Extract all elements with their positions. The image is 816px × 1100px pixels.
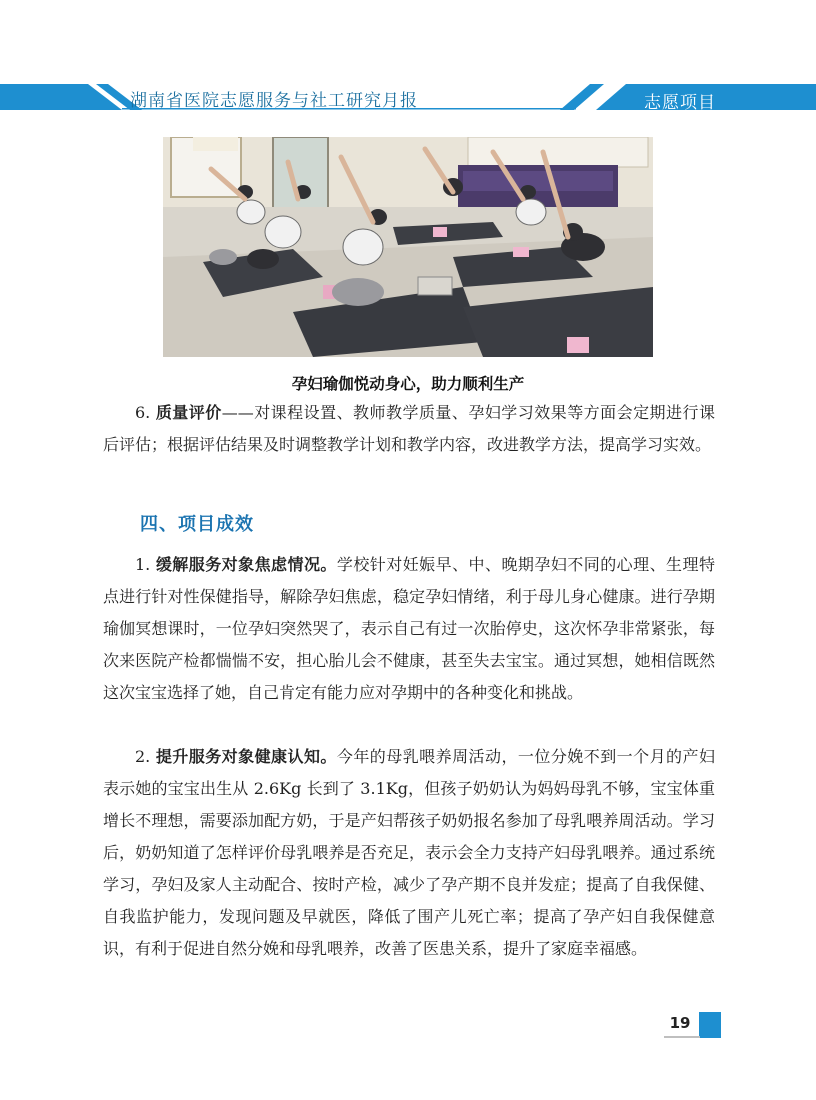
point-2-text: 今年的母乳喂养周活动，一位分娩不到一个月的产妇表示她的宝宝出生从 2.6Kg 长到了 3.1Kg，但孩子奶奶认为妈妈母乳不够，宝宝体重增长不理想，需要添加配方奶，于是产妇帮孩子奶奶报名参加了母乳喂养周活动。学习后，奶奶知道了怎样评价母乳喂养是否充足，表示会全力支持产妇母乳喂养。通过系统学习，孕妇及家人主动配合、按时产检，减少了孕产期不良并发症；提高了自我保健、自我监护能力，发现问题及早就医，降低了围产儿死亡率；提高了孕产妇自我保健意识，有利于促进自然分娩和母乳喂养，改善了医患关系，提升了家庭幸福感。	[103, 747, 715, 958]
item-6-number: 6.	[135, 403, 151, 422]
item-6-lead: 质量评价	[155, 403, 222, 422]
point-1-paragraph	[103, 549, 715, 709]
point-2-lead: 提升服务对象健康认知。	[155, 747, 337, 766]
page-number: 19	[669, 1014, 691, 1032]
yoga-class-photo	[163, 137, 653, 357]
point-1-text: 学校针对妊娠早、中、晚期孕妇不同的心理、生理特点进行针对性保健指导，解除孕妇焦虑，稳定孕妇情绪，利于母儿身心健康。进行孕期瑜伽冥想课时，一位孕妇突然哭了，表示自己有过一次胎停史，这次怀孕非常紧张，每次来医院产检都惴惴不安，担心胎儿会不健康，甚至失去宝宝。通过冥想，她相信既然这次宝宝选择了她，自己肯定有能力应对孕期中的各种变化和挑战。	[103, 555, 715, 702]
page-header	[0, 0, 816, 120]
journal-title: 湖南省医院志愿服务与社工研究月报	[130, 91, 418, 111]
item-6-text: ——对课程设置、教师教学质量、孕妇学习效果等方面会定期进行课后评估；根据评估结果及时调整教学计划和教学内容，改进教学方法，提高学习实效。	[103, 403, 715, 454]
section-4-heading: 四、项目成效	[140, 514, 254, 535]
point-2-number: 2.	[135, 747, 151, 766]
photo-caption: 孕妇瑜伽悦动身心，助力顺利生产	[291, 375, 525, 393]
item-6-paragraph	[103, 397, 715, 461]
point-1-lead: 缓解服务对象焦虑情况。	[155, 555, 337, 574]
point-2-paragraph	[103, 741, 715, 965]
point-1-number: 1.	[135, 555, 151, 574]
section-tag: 志愿项目	[644, 93, 716, 113]
photo-illustration	[163, 137, 653, 357]
page-number-rule	[664, 1036, 700, 1038]
page-number-accent	[699, 1012, 721, 1038]
